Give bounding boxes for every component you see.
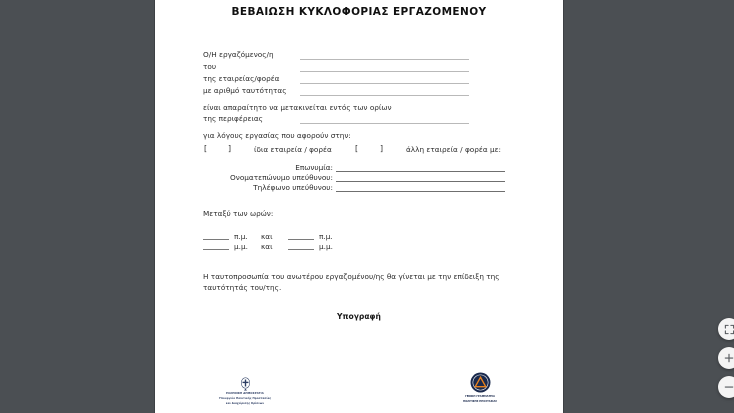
field-rule-region: [300, 123, 469, 124]
viewer-controls: [718, 318, 734, 398]
fit-to-width-button[interactable]: [718, 318, 734, 340]
hours-conjunction-row1: και: [261, 232, 273, 241]
field-rule-brand-name: [336, 171, 505, 172]
hours-conjunction-row2: και: [261, 242, 273, 251]
hours-to-unit-row1: π.μ.: [319, 232, 333, 241]
option-label-other-company: άλλη εταιρεία / φορέα με:: [406, 145, 501, 154]
option-label-same-company: ίδια εταιρεία / φορέα: [254, 145, 332, 154]
civil-protection-emblem-icon: [470, 372, 491, 393]
field-label-brand-name: Επωνυμία:: [295, 163, 333, 172]
field-label-company: της εταιρείας/φορέα: [203, 74, 280, 83]
hours-heading: Μεταξύ των ωρών:: [203, 209, 274, 218]
hours-to-unit-row2: μ.μ.: [319, 242, 333, 251]
identity-line-2: ταυτότητάς του/της.: [203, 283, 282, 292]
hours-from-unit-row2: μ.μ.: [234, 242, 248, 251]
hours-from-unit-row1: π.μ.: [234, 232, 248, 241]
field-rule-id-number: [300, 95, 469, 96]
checkbox-other-company-close[interactable]: ]: [380, 144, 384, 153]
zoom-in-button[interactable]: [718, 347, 734, 369]
hellenic-republic-crest-icon: [239, 376, 252, 391]
field-rule-company: [300, 83, 469, 84]
field-rule-manager-name: [336, 181, 505, 182]
field-label-manager-name: Ονοματεπώνυμο υπεύθυνου:: [230, 173, 333, 182]
footer-logo-civil-protection: [440, 372, 520, 404]
hours-from-blank-row2[interactable]: [203, 249, 229, 250]
field-label-manager-phone: Τηλέφωνο υπεύθυνου:: [253, 183, 333, 192]
signature-label: Υπογραφή: [337, 312, 381, 321]
footer-logo-hellenic-subtitle-2: και Διαχείρισης Κρίσεων: [225, 401, 265, 405]
zoom-out-button[interactable]: [718, 376, 734, 398]
field-rule-of: [300, 71, 469, 72]
necessity-line-1: είναι απαραίτητο να μετακινείται εντός των ορίων: [203, 103, 392, 112]
field-rule-employee: [300, 59, 469, 60]
reason-heading: για λόγους εργασίας που αφορούν στην:: [203, 131, 351, 140]
footer-logo-civil-protection-caption-1: ΓΕΝΙΚΗ ΓΡΑΜΜΑΤΕΙΑ: [465, 394, 495, 398]
checkbox-same-company-open[interactable]: [: [204, 144, 208, 153]
hours-to-blank-row1[interactable]: [288, 239, 314, 240]
identity-line-1: Η ταυτοπροσωπία του ανωτέρου εργαζομένου/ης θα γίνεται με την επίδειξη της: [203, 272, 500, 281]
page-title: ΒΕΒΑΙΩΣΗ ΚΥΚΛΟΦΟΡΙΑΣ ΕΡΓΑΖΟΜΕΝΟΥ: [231, 6, 487, 18]
footer-logo-civil-protection-caption-2: ΠΟΛΙΤΙΚΗΣ ΠΡΟΣΤΑΣΙΑΣ: [462, 399, 497, 403]
field-label-employee: Ο/Η εργαζόμενος/η: [203, 50, 274, 59]
document-page: [155, 0, 563, 413]
hours-from-blank-row1[interactable]: [203, 239, 229, 240]
field-rule-manager-phone: [336, 191, 505, 192]
field-label-id-number: με αριθμό ταυτότητας: [203, 86, 287, 95]
checkbox-other-company-open[interactable]: [: [355, 144, 359, 153]
footer-logo-hellenic-subtitle-1: Υπουργείο Πολιτικής Προστασίας: [218, 396, 272, 400]
footer-logo-hellenic-title: ΕΛΛΗΝΙΚΗ ΔΗΜΟΚΡΑΤΙΑ: [226, 392, 264, 395]
necessity-line-2: της περιφέρειας: [203, 114, 263, 123]
hours-to-blank-row2[interactable]: [288, 249, 314, 250]
checkbox-same-company-close[interactable]: ]: [228, 144, 232, 153]
footer-logo-hellenic-republic: [195, 376, 295, 406]
field-label-of: του: [203, 62, 217, 71]
